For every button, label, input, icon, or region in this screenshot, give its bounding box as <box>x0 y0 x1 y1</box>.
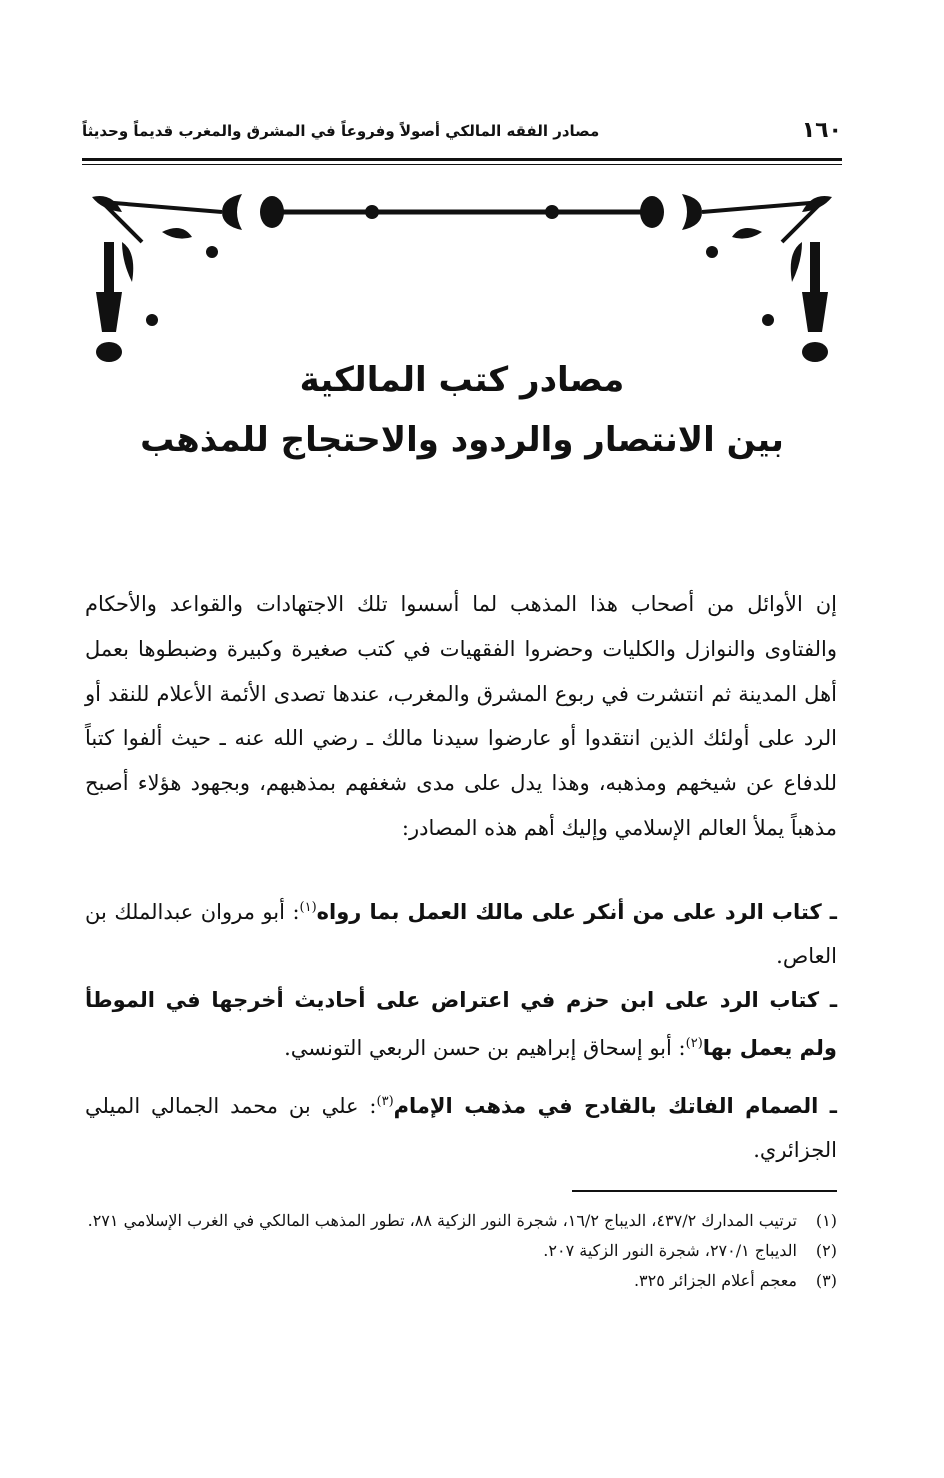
entry-author: : أبو إسحاق إبراهيم بن حسن الربعي التونسي. <box>284 1036 686 1060</box>
entry-author: : أبو مروان عبدالملك بن العاص. <box>85 900 837 968</box>
footnote-ref: (٣) <box>376 1094 394 1109</box>
entry-title: ـ كتاب الرد على من أنكر على مالك العمل بما رواه <box>316 900 837 924</box>
footnote <box>85 1206 837 1236</box>
running-title: مصادر الفقه المالكي أصولاً وفروعاً في المشرق والمغرب قديماً وحديثاً <box>82 122 600 140</box>
intro-paragraph: إن الأوائل من أصحاب هذا المذهب لما أسسوا تلك الاجتهادات والقواعد والأحكام والفتاوى والنوازل والكليات وحضروا الفقهيات في كتب صغيرة وكبيرة وضبطوها بعمل أهل المدينة ثم انتشرت في ربوع المشرق والمغرب، عندها تصدى الأئمة الأعلام للنقد أو الرد على أولئك الذين انتقدوا أو عارضوا سيدنا مالك ـ رضي الله عنه ـ حيث ألفوا كتباً للدفاع عن شيخهم ومذهبه، وهذا يدل على مدى شغفهم بمذهبهم، وبجهود هؤلاء أصبح مذهباً يملأ العالم الإسلامي وإليك أهم هذه المصادر: <box>85 592 837 840</box>
footnote <box>85 1236 837 1266</box>
footnote-text: معجم أعلام الجزائر ٣٢٥. <box>633 1271 797 1290</box>
footnote-number: (١) <box>815 1211 837 1230</box>
title-ornament <box>82 182 842 367</box>
entry-title: ـ كتاب الرد على ابن حزم في اعتراض على أحاديث أخرجها في الموطأ ولم يعمل بها <box>85 988 837 1060</box>
page-header <box>82 118 842 158</box>
entry-title: ـ الصمام الفاتك بالقادح في مذهب الإمام <box>393 1094 837 1118</box>
footnote-text: الديباج ٢٧٠/١، شجرة النور الزكية ٢٠٧. <box>543 1241 797 1260</box>
footnote <box>85 1266 837 1296</box>
header-rule <box>82 158 842 161</box>
header-rule-thin <box>82 164 842 165</box>
page-number: ١٦٠ <box>801 118 842 143</box>
footnotes <box>85 1206 837 1296</box>
footnote-text: ترتيب المدارك ٤٣٧/٢، الديباج ١٦/٢، شجرة النور الزكية ٨٨، تطور المذهب المالكي في الغرب الإسلامي ٢٧١. <box>87 1211 797 1230</box>
footnote-ref: (٢) <box>685 1036 703 1051</box>
chapter-subtitle: بين الانتصار والردود والاحتجاج للمذهب <box>140 420 784 460</box>
entry-author: : علي بن محمد الجمالي الميلي الجزائري. <box>85 1094 837 1162</box>
footnote-number: (٢) <box>815 1241 837 1260</box>
chapter-title: مصادر كتب المالكية <box>299 360 625 400</box>
footnote-ref: (١) <box>299 900 317 915</box>
source-entry <box>85 978 837 1070</box>
source-entry <box>85 1080 837 1172</box>
footnote-separator <box>572 1190 837 1192</box>
source-entry <box>85 886 837 978</box>
footnote-number: (٣) <box>815 1271 837 1290</box>
